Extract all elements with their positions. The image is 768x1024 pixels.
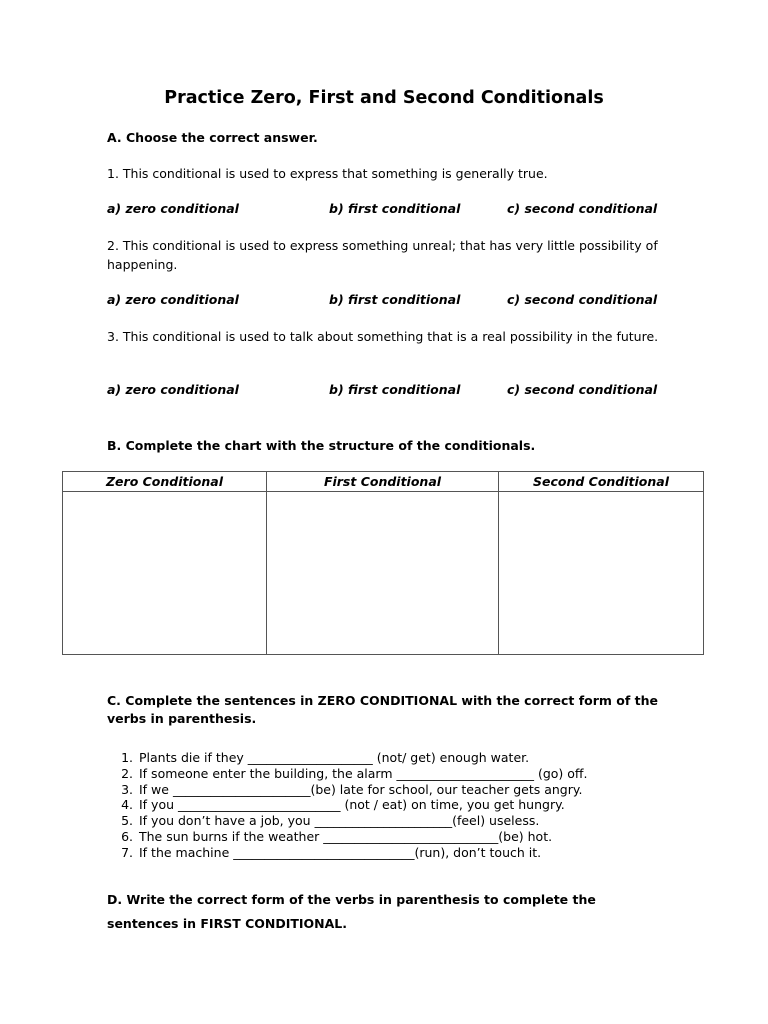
question-3-text: 3. This conditional is used to talk about something that is a real possibility in the future. bbox=[107, 329, 659, 344]
section-c-heading-line-2: verbs in parenthesis. bbox=[107, 711, 257, 726]
conditionals-chart bbox=[62, 471, 704, 655]
question-2-option-b: b) first conditional bbox=[329, 292, 461, 307]
chart-header-first: First Conditional bbox=[267, 472, 499, 492]
sentence-item: 3. If we ______________________(be) late for school, our teacher gets angry. bbox=[137, 782, 697, 798]
question-3-option-b: b) first conditional bbox=[329, 382, 461, 397]
section-c-heading-line-1: C. Complete the sentences in ZERO CONDITIONAL with the correct form of the bbox=[107, 693, 659, 708]
sentence-item: 1. Plants die if they ____________________ (not/ get) enough water. bbox=[137, 750, 697, 766]
section-d-heading-line-2: sentences in FIRST CONDITIONAL. bbox=[107, 916, 348, 931]
chart-header-zero: Zero Conditional bbox=[63, 472, 267, 492]
sentence-item: 4. If you __________________________ (not / eat) on time, you get hungry. bbox=[137, 797, 697, 813]
question-2-text: 2. This conditional is used to express something unreal; that has very little possibility of happening. bbox=[107, 238, 658, 272]
section-d-heading-line-1: D. Write the correct form of the verbs in parenthesis to complete the bbox=[107, 892, 596, 907]
question-1-option-a: a) zero conditional bbox=[107, 201, 239, 216]
sentence-item: 5. If you don’t have a job, you ______________________(feel) useless. bbox=[137, 813, 697, 829]
section-b-heading: B. Complete the chart with the structure of the conditionals. bbox=[107, 438, 536, 453]
question-1-option-b: b) first conditional bbox=[329, 201, 461, 216]
sentence-item: 2. If someone enter the building, the alarm ______________________ (go) off. bbox=[137, 766, 697, 782]
chart-cell-first[interactable] bbox=[267, 492, 499, 655]
sentence-item: 7. If the machine _____________________________(run), don’t touch it. bbox=[137, 845, 697, 861]
section-a-heading: A. Choose the correct answer. bbox=[107, 130, 318, 145]
page-title: Practice Zero, First and Second Conditionals bbox=[164, 88, 604, 108]
question-3-option-a: a) zero conditional bbox=[107, 382, 239, 397]
question-1-option-c: c) second conditional bbox=[507, 201, 658, 216]
question-1-text: 1. This conditional is used to express that something is generally true. bbox=[107, 166, 548, 181]
chart-cell-second[interactable] bbox=[499, 492, 704, 655]
zero-conditional-sentences bbox=[113, 750, 697, 861]
question-2-option-a: a) zero conditional bbox=[107, 292, 239, 307]
question-2-option-c: c) second conditional bbox=[507, 292, 658, 307]
chart-header-second: Second Conditional bbox=[499, 472, 704, 492]
chart-cell-zero[interactable] bbox=[63, 492, 267, 655]
sentence-item: 6. The sun burns if the weather ____________________________(be) hot. bbox=[137, 829, 697, 845]
question-3-option-c: c) second conditional bbox=[507, 382, 658, 397]
